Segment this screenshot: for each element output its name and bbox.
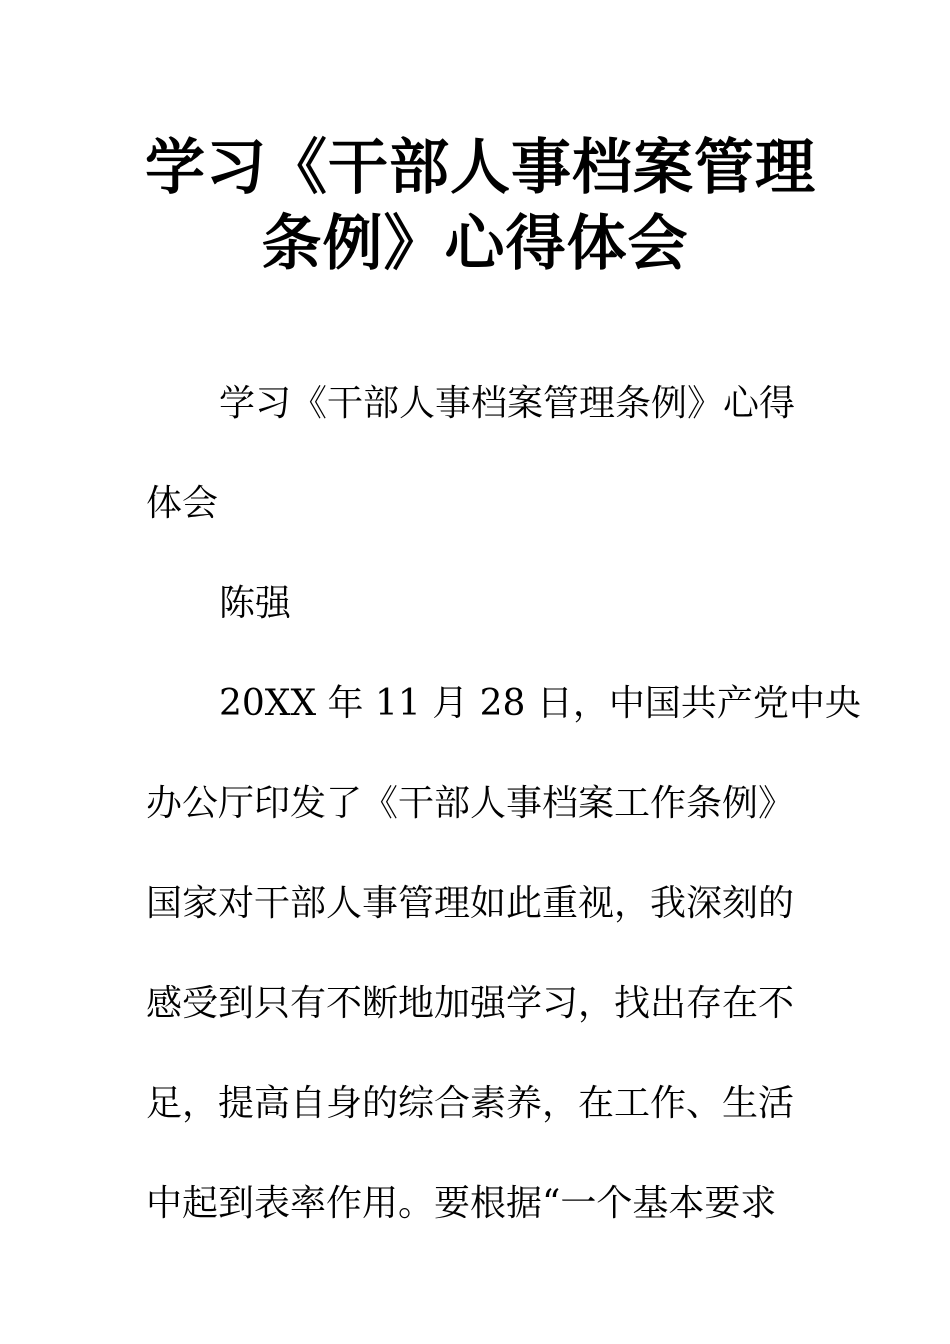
body-line-5: 足，提高自身的综合素养，在工作、生活 [146, 1083, 795, 1124]
title-line-2: 条例》心得体会 [261, 209, 689, 279]
paragraph-heading-line-1: 学习《干部人事档案管理条例》心得 [219, 383, 796, 424]
title-line-1: 学习《干部人事档案管理 [145, 133, 816, 203]
document-title [145, 130, 816, 282]
body-line-2: 办公厅印发了《干部人事档案工作条例》 [146, 783, 795, 824]
paragraph-heading-line-2: 体会 [146, 483, 219, 524]
body-line-6: 中起到表率作用。要根据“一个基本要求 [146, 1183, 777, 1224]
body-line-3: 国家对干部人事管理如此重视，我深刻的 [146, 883, 795, 924]
body-line-4: 感受到只有不断地加强学习，找出存在不 [146, 983, 795, 1024]
author-name: 陈强 [219, 583, 292, 624]
body-line-1: 20XX 年 11 月 28 日，中国共产党中央 [219, 683, 861, 724]
